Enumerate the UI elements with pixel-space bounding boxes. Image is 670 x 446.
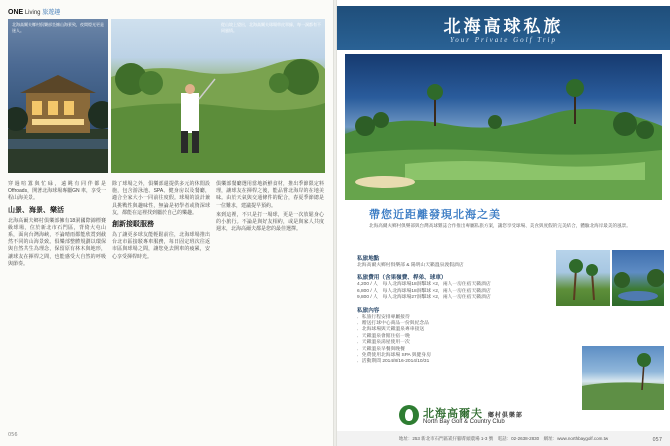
column-2-body2: 為了讓更多球友能輕鬆前往，北海球場推出台北市區接駁專車服務，每日固定班次往返市區與球場之間，讓您免去開車的疲累，安心享受揮桿時光。: [112, 232, 210, 260]
price-row: 9,800 / 人 每人北海球場27洞擊球 ×2，兩人一房住宿天籟酒店: [357, 295, 491, 301]
column-3-body: 俱樂部餐廳選用當地新鮮食材，推出季節限定料理，讓球友在揮桿之後，能品嘗北海岸的在地美味。由於天氣與交通條件的配合，春夏季節總是一位難求，建議提早預約。: [216, 181, 324, 209]
coastline-illustration: [582, 346, 664, 410]
club-name-cn-main: 北海高爾夫: [423, 407, 483, 420]
contents-heading: 私旅內容: [357, 307, 380, 314]
heading-shuttle: 創新接駁服務: [112, 221, 154, 229]
coastline-photo: [582, 346, 664, 410]
palm-trees-photo: [556, 250, 610, 306]
right-page: [337, 0, 670, 446]
column-2-body: 除了球場之外，俱樂部還提供多元的休閒設施，包含游泳池、SPA、健身房以及餐廳，適合全家大小一同前往度假。球場的設計兼具挑戰性與趣味性，無論是初學者或資深球友，都能在這裡找到屬於自己的樂趣。: [112, 181, 210, 216]
location-heading: 私旅地點: [357, 256, 380, 262]
column-1-intro: 穿過喧囂與忙碌，遠眺有同伴都是Offroads，開著北海球場專屬GN 車，享受一程山海美景。: [8, 181, 106, 202]
text-column-2: [112, 181, 210, 263]
section-name: Living: [24, 10, 41, 16]
course-panorama-photo: [345, 54, 662, 200]
clubhouse-illustration: [8, 19, 108, 173]
title-main: 北海高球私旅: [443, 17, 564, 37]
intro-text: 北海高爾夫鄉村俱樂部與台灣高球雜誌合作推出專屬私旅方案，讓您享受球場、美食與度假的完美結合，體驗北海岸最美的風景。: [369, 223, 631, 228]
slogan-heading: 帶您近距離發現北海之美: [369, 208, 501, 221]
column-1-body: 北海高爾夫鄉村俱樂部擁有18洞國際錦標賽級球場，位於新北市石門區，背倚大屯山系，面向台灣海峽，不論晴雨都能欣賞到截然不同的山海景致。俱樂部整體規劃以環保與自然共生為理念，保留原有林木與地形，讓球友在揮桿之間，也能感受大自然的呼吸與節奏。: [8, 217, 106, 267]
palm-illustration: [556, 250, 610, 306]
content-item: ．天籟溫泉早餐與晚餐: [357, 346, 405, 352]
content-item: ．天籟溫泉湯屋使用一次: [357, 340, 410, 346]
text-column-3: [216, 181, 324, 235]
golfer-photo-caption: 從山坡上望出，北海高爾夫球場草皮翠綠，每一洞都有不同風情。: [221, 22, 321, 33]
content-item: ．免費使用北海球場 SPA 與健身房: [357, 353, 432, 359]
left-page: [0, 0, 333, 446]
golfer-photo: [111, 19, 325, 173]
heading-mountain-sea: 山景、海景、樂活: [8, 206, 64, 214]
pricing-heading: 私旅費用（含果嶺費、桿弟、球車）: [357, 275, 447, 282]
panorama-illustration: [345, 54, 662, 200]
location-text: 北海高爾夫鄉村俱樂部 & 陽明山天籟溫泉渡假酒店: [357, 263, 464, 268]
club-name-cn-small: 鄉村俱樂部: [487, 412, 523, 419]
content-item: ．北海球場與天籟溫泉專車接送: [357, 327, 425, 333]
content-item: ．活動期間 2014/8/16-2014/10/31: [357, 359, 430, 365]
club-logo: [399, 405, 589, 427]
address-bar: 地址：253 新北市石門區崁仔腳菁頭農場 1-3 號 電話：02-2638-2830 網址：www.northbaygolf.com.tw: [337, 431, 670, 446]
golf-course-illustration: [111, 19, 325, 173]
title-sub: Your Private Golf Trip: [450, 36, 557, 44]
price-row: 6,800 / 人 每人北海球場18洞擊球 ×2，兩人一房住宿天籟酒店: [357, 288, 491, 294]
title-banner: [337, 6, 670, 50]
left-photo-caption: 北海高爾夫鄉村俱樂部坐擁山海景致，夜間燈光更是迷人。: [12, 22, 104, 33]
left-page-number: 056: [8, 432, 18, 438]
club-name-en: North Bay Golf & Country Club: [423, 419, 505, 425]
course-pond-photo: [612, 250, 664, 306]
content-item: ．私旅行程安排專屬接待: [357, 314, 410, 320]
price-row: 4,200 / 人 每人北海球場18洞擊球 ×2，兩人一房住宿天籟酒店: [357, 282, 491, 288]
column-3-body2: 來到這裡，不只是打一場球，更是一次放鬆身心的小旅行。不論是與好友相約，或是與家人共度週末，北海高爾夫都是您的最佳選擇。: [216, 211, 324, 233]
page-header: [8, 7, 60, 16]
right-page-number: 057: [652, 437, 662, 443]
pond-illustration: [612, 250, 664, 306]
club-emblem-icon: [399, 405, 419, 425]
clubhouse-night-photo: [8, 19, 108, 173]
content-item: ．贈送打球中心商品一份與紀念品: [357, 321, 429, 327]
brand-name: ONE: [8, 9, 24, 16]
text-column-1: [8, 181, 106, 270]
content-item: ．天籟溫泉會館住宿一晚: [357, 333, 410, 339]
section-sub: 旅遊趣: [42, 10, 61, 16]
